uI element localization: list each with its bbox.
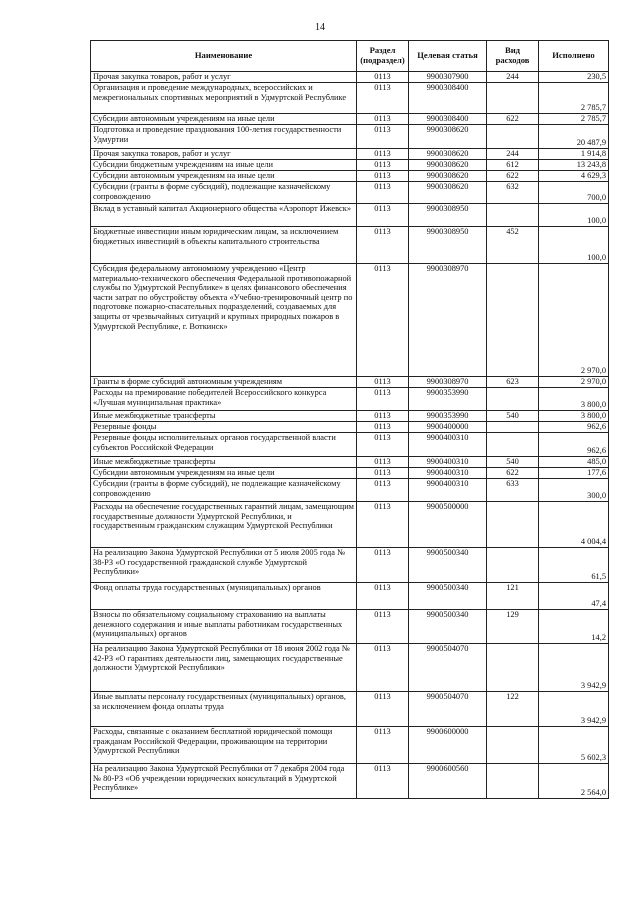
cell-razdel: 0113 [357,72,409,83]
cell-target-article: 9900500340 [409,610,487,644]
table-row [91,227,609,264]
cell-target-article: 9900308970 [409,377,487,388]
cell-razdel: 0113 [357,149,409,160]
cell-name: Резервные фонды [91,422,357,433]
cell-name: Расходы на обеспечение государственных гарантий лицам, замещающим государственные должности Удмуртской Республики, и государственным гражданским служащим Удмуртской Республики [91,502,357,548]
cell-name: Прочая закупка товаров, работ и услуг [91,72,357,83]
cell-razdel: 0113 [357,182,409,204]
cell-expense-type [487,204,539,227]
table-row [91,377,609,388]
header-name: Наименование [91,41,357,72]
table-row [91,411,609,422]
cell-name: Субсидии (гранты в форме субсидий), не подлежащие казначейскому сопровождению [91,479,357,502]
cell-target-article: 9900308620 [409,182,487,204]
header-expense-type: Вид расходов [487,41,539,72]
cell-name: Иные межбюджетные трансферты [91,411,357,422]
table-row [91,171,609,182]
cell-executed: 700,0 [539,182,609,204]
table-row [91,72,609,83]
cell-executed: 14,2 [539,610,609,644]
cell-expense-type [487,644,539,692]
cell-expense-type: 622 [487,114,539,125]
table-row [91,644,609,692]
table-row [91,114,609,125]
cell-executed: 100,0 [539,204,609,227]
cell-name: Бюджетные инвестиции иным юридическим лицам, за исключением бюджетных инвестиций в объекты капитального строительства [91,227,357,264]
cell-name: Субсидии (гранты в форме субсидий), подлежащие казначейскому сопровождению [91,182,357,204]
cell-target-article: 9900400310 [409,479,487,502]
table-row [91,149,609,160]
table-row [91,125,609,149]
cell-razdel: 0113 [357,83,409,114]
cell-razdel: 0113 [357,227,409,264]
cell-target-article: 9900307900 [409,72,487,83]
cell-executed: 3 942,9 [539,692,609,727]
table-row [91,422,609,433]
cell-target-article: 9900308620 [409,160,487,171]
cell-name: На реализацию Закона Удмуртской Республики от 7 декабря 2004 года № 80-РЗ «Об учреждении юридических консультаций в Удмуртской Республике» [91,764,357,799]
cell-expense-type [487,388,539,411]
cell-razdel: 0113 [357,171,409,182]
table-row [91,182,609,204]
cell-target-article: 9900500340 [409,548,487,583]
cell-name: Вклад в уставный капитал Акционерного общества «Аэропорт Ижевск» [91,204,357,227]
cell-expense-type [487,125,539,149]
cell-target-article: 9900308400 [409,83,487,114]
cell-expense-type: 244 [487,149,539,160]
cell-expense-type: 121 [487,583,539,610]
cell-executed: 485,0 [539,457,609,468]
cell-target-article: 9900400000 [409,422,487,433]
cell-expense-type: 122 [487,692,539,727]
cell-target-article: 9900308400 [409,114,487,125]
cell-expense-type [487,764,539,799]
cell-executed: 47,4 [539,583,609,610]
cell-name: Организация и проведение международных, всероссийских и межрегиональных спортивных мероприятий в Удмуртской Республике [91,83,357,114]
cell-executed: 1 914,8 [539,149,609,160]
cell-name: Взносы по обязательному социальному страхованию на выплаты денежного содержания и иные выплаты работникам государственных (муниципальных) органов [91,610,357,644]
cell-executed: 230,5 [539,72,609,83]
cell-expense-type [487,83,539,114]
table-row [91,388,609,411]
cell-target-article: 9900600560 [409,764,487,799]
cell-expense-type: 622 [487,468,539,479]
cell-name: Субсидии автономным учреждениям на иные цели [91,468,357,479]
cell-executed: 100,0 [539,227,609,264]
cell-expense-type [487,433,539,457]
cell-target-article: 9900500000 [409,502,487,548]
cell-name: На реализацию Закона Удмуртской Республики от 18 июня 2002 года № 42-РЗ «О гарантиях деятельности лиц, замещающих государственные должности Удмуртской Республики» [91,644,357,692]
cell-executed: 3 942,9 [539,644,609,692]
cell-target-article: 9900500340 [409,583,487,610]
cell-razdel: 0113 [357,388,409,411]
table-row [91,264,609,377]
table-row [91,764,609,799]
cell-expense-type: 632 [487,182,539,204]
cell-executed: 2 785,7 [539,83,609,114]
cell-razdel: 0113 [357,264,409,377]
table-row [91,502,609,548]
cell-target-article: 9900353990 [409,411,487,422]
cell-expense-type: 612 [487,160,539,171]
cell-target-article: 9900400310 [409,468,487,479]
cell-name: Гранты в форме субсидий автономным учреждениям [91,377,357,388]
cell-razdel: 0113 [357,125,409,149]
cell-razdel: 0113 [357,502,409,548]
cell-name: На реализацию Закона Удмуртской Республики от 5 июля 2005 года № 38-РЗ «О государственной гражданской службе Удмуртской Республики» [91,548,357,583]
cell-target-article: 9900308970 [409,264,487,377]
header-target-article: Целевая статья [409,41,487,72]
cell-name: Субсидии автономным учреждениям на иные цели [91,171,357,182]
cell-razdel: 0113 [357,160,409,171]
cell-razdel: 0113 [357,764,409,799]
table-row [91,204,609,227]
cell-target-article: 9900308950 [409,204,487,227]
cell-name: Подготовка и проведение празднования 100-летия государственности Удмуртии [91,125,357,149]
cell-executed: 3 800,0 [539,388,609,411]
header-razdel: Раздел (подраздел) [357,41,409,72]
cell-executed: 4 629,3 [539,171,609,182]
cell-target-article: 9900400310 [409,433,487,457]
cell-expense-type: 622 [487,171,539,182]
table-row [91,457,609,468]
cell-expense-type: 129 [487,610,539,644]
cell-expense-type [487,727,539,764]
cell-executed: 13 243,8 [539,160,609,171]
cell-name: Фонд оплаты труда государственных (муниципальных) органов [91,583,357,610]
cell-executed: 2 970,0 [539,377,609,388]
cell-razdel: 0113 [357,377,409,388]
cell-expense-type: 623 [487,377,539,388]
table-row [91,433,609,457]
cell-name: Прочая закупка товаров, работ и услуг [91,149,357,160]
cell-target-article: 9900308950 [409,227,487,264]
cell-razdel: 0113 [357,479,409,502]
table-row [91,160,609,171]
cell-name: Иные выплаты персоналу государственных (муниципальных) органов, за исключением фонда оплаты труда [91,692,357,727]
table-row [91,479,609,502]
cell-razdel: 0113 [357,457,409,468]
cell-executed: 962,6 [539,422,609,433]
cell-name: Субсидии бюджетным учреждениям на иные цели [91,160,357,171]
cell-executed: 177,6 [539,468,609,479]
table-header-row [91,41,609,72]
cell-target-article: 9900400310 [409,457,487,468]
budget-table [90,40,609,799]
cell-name: Расходы, связанные с оказанием бесплатной юридической помощи гражданам Российской Федерации, проживающим на территории Удмуртской Республики [91,727,357,764]
cell-executed: 300,0 [539,479,609,502]
table-row [91,610,609,644]
header-executed: Исполнено [539,41,609,72]
cell-expense-type [487,502,539,548]
cell-razdel: 0113 [357,468,409,479]
cell-name: Расходы на премирование победителей Всероссийского конкурса «Лучшая муниципальная практика» [91,388,357,411]
cell-expense-type [487,548,539,583]
cell-executed: 20 487,9 [539,125,609,149]
table-row [91,83,609,114]
cell-executed: 962,6 [539,433,609,457]
cell-executed: 5 602,3 [539,727,609,764]
cell-razdel: 0113 [357,204,409,227]
cell-razdel: 0113 [357,548,409,583]
cell-name: Резервные фонды исполнительных органов государственной власти субъектов Российской Федерации [91,433,357,457]
cell-razdel: 0113 [357,422,409,433]
cell-expense-type: 540 [487,457,539,468]
cell-razdel: 0113 [357,610,409,644]
table-row [91,583,609,610]
cell-executed: 2 970,0 [539,264,609,377]
cell-name: Иные межбюджетные трансферты [91,457,357,468]
cell-target-article: 9900353990 [409,388,487,411]
cell-target-article: 9900308620 [409,125,487,149]
cell-razdel: 0113 [357,433,409,457]
cell-executed: 2 564,0 [539,764,609,799]
table-row [91,692,609,727]
cell-expense-type [487,422,539,433]
cell-razdel: 0113 [357,644,409,692]
cell-executed: 2 785,7 [539,114,609,125]
cell-target-article: 9900504070 [409,692,487,727]
cell-razdel: 0113 [357,583,409,610]
cell-name: Субсидия федеральному автономному учреждению «Центр материально-технического обеспечения Федеральной противопожарной службы по Удмуртской Республике» в целях финансового обеспечения части затрат по обустройству объекта «Учебно-тренировочный центр по подготовке пожарно-спасательных подразделений, создаваемых для защиты от чрезвычайных ситуаций и крупных природных пожаров в Удмуртской Республике, г. Воткинск» [91,264,357,377]
cell-expense-type: 540 [487,411,539,422]
table-row [91,727,609,764]
cell-razdel: 0113 [357,411,409,422]
cell-expense-type: 633 [487,479,539,502]
cell-razdel: 0113 [357,692,409,727]
cell-razdel: 0113 [357,114,409,125]
cell-target-article: 9900504070 [409,644,487,692]
cell-target-article: 9900308620 [409,171,487,182]
cell-executed: 3 800,0 [539,411,609,422]
cell-target-article: 9900600000 [409,727,487,764]
table-row [91,548,609,583]
cell-target-article: 9900308620 [409,149,487,160]
page-number: 14 [315,22,325,33]
cell-razdel: 0113 [357,727,409,764]
cell-expense-type: 452 [487,227,539,264]
cell-name: Субсидии автономным учреждениям на иные цели [91,114,357,125]
cell-expense-type: 244 [487,72,539,83]
cell-executed: 4 004,4 [539,502,609,548]
cell-expense-type [487,264,539,377]
table-row [91,468,609,479]
cell-executed: 61,5 [539,548,609,583]
